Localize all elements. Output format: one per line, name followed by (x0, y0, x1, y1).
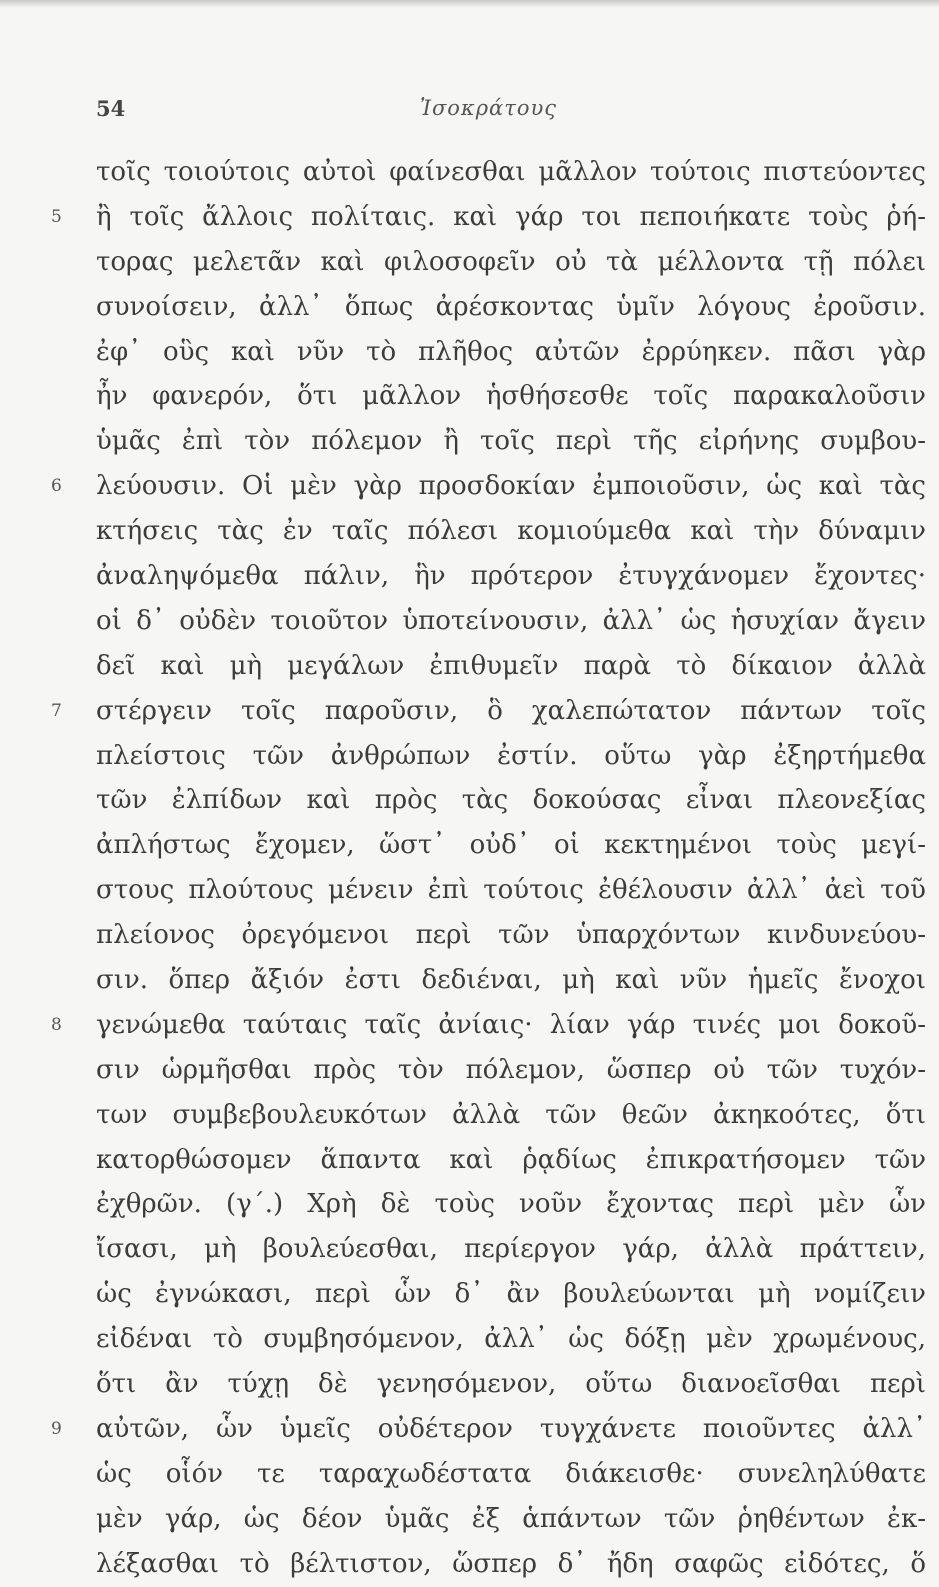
text-line (96, 868, 926, 913)
line-text: στέργειν τοῖς παροῦσιν, ὃ χαλεπώτατον πάντων τοῖς (96, 695, 926, 726)
text-line (96, 1317, 926, 1362)
text-line (51, 1407, 926, 1452)
line-text: κατορθώσομεν ἅπαντα καὶ ῥᾳδίως ἐπικρατήσομεν τῶν (96, 1144, 926, 1175)
text-line (51, 195, 926, 240)
line-text: των συμβεβουλευκότων ἀλλὰ τῶν θεῶν ἀκηκοότες, ὅτι (96, 1099, 926, 1130)
text-line (96, 509, 926, 554)
line-text: πλείονος ὀρεγόμενοι περὶ τῶν ὑπαρχόντων κινδυνεύου- (96, 920, 926, 951)
text-block (51, 150, 926, 1587)
line-text: λέξασθαι τὸ βέλτιστον, ὥσπερ δ᾽ ἤδη σαφῶς εἰδότες, ὅ (96, 1548, 926, 1579)
line-text: ἢ τοῖς ἄλλοις πολίταις. καὶ γάρ τοι πεποιήκατε τοὺς ῥή- (96, 201, 926, 232)
line-text: στους πλούτους μένειν ἐπὶ τούτοις ἐθέλουσιν ἀλλ᾽ ἀεὶ τοῦ (96, 875, 926, 906)
text-line (96, 958, 926, 1003)
line-text: ὑμᾶς ἐπὶ τὸν πόλεμον ἢ τοῖς περὶ τῆς εἰρήνης συμβου- (96, 426, 926, 457)
text-line (96, 150, 926, 195)
text-line (96, 1182, 926, 1227)
text-line (96, 419, 926, 464)
line-text: ὡς οἷόν τε ταραχωδέστατα διάκεισθε· συνεληλύθατε (96, 1458, 926, 1489)
line-text: ὡς ἐγνώκασι, περὶ ὧν δ᾽ ἂν βουλεύωνται μὴ νομίζειν (96, 1279, 926, 1310)
section-number: 7 (51, 700, 62, 721)
text-line (96, 374, 926, 419)
page-edge (0, 0, 939, 8)
text-line (96, 240, 926, 285)
text-line (96, 778, 926, 823)
text-line (96, 734, 926, 779)
line-text: σιν ὡρμῆσθαι πρὸς τὸν πόλεμον, ὥσπερ οὐ τῶν τυχόν- (96, 1054, 926, 1085)
line-text: ἀναληψόμεθα πάλιν, ἣν πρότερον ἐτυγχάνομεν ἔχοντες· (96, 561, 926, 592)
text-line (96, 330, 926, 375)
line-text: οἱ δ᾽ οὐδὲν τοιοῦτον ὑποτείνουσιν, ἀλλ᾽ ὡς ἡσυχίαν ἄγειν (96, 605, 926, 636)
text-line (96, 913, 926, 958)
text-line (96, 1272, 926, 1317)
page-number: 54 (96, 96, 126, 121)
section-number: 5 (51, 206, 62, 227)
text-line (51, 1003, 926, 1048)
text-line (96, 1542, 926, 1587)
text-line (96, 1362, 926, 1407)
line-text: τῶν ἐλπίδων καὶ πρὸς τὰς δοκούσας εἶναι πλεονεξίας (96, 785, 926, 816)
line-text: συνοίσειν, ἀλλ᾽ ὅπως ἀρέσκοντας ὑμῖν λόγους ἐροῦσιν. (96, 291, 926, 322)
line-text: τορας μελετᾶν καὶ φιλοσοφεῖν οὐ τὰ μέλλοντα τῇ πόλει (96, 246, 926, 277)
running-title: Ἰσοκράτους (420, 96, 558, 120)
line-text: πλείστοις τῶν ἀνθρώπων ἐστίν. οὕτω γὰρ ἐξηρτήμεθα (96, 740, 926, 771)
section-number: 6 (51, 476, 62, 497)
line-text: λεύουσιν. Οἱ μὲν γὰρ προσδοκίαν ἐμποιοῦσιν, ὡς καὶ τὰς (96, 471, 926, 502)
text-line (96, 1227, 926, 1272)
line-text: ὅτι ἂν τύχῃ δὲ γενησόμενον, οὕτω διανοεῖσθαι περὶ (96, 1369, 926, 1400)
text-line (96, 1452, 926, 1497)
line-text: δεῖ καὶ μὴ μεγάλων ἐπιθυμεῖν παρὰ τὸ δίκαιον ἀλλὰ (96, 650, 926, 681)
section-number: 9 (51, 1418, 62, 1439)
text-line (96, 1048, 926, 1093)
text-line (96, 285, 926, 330)
text-line (96, 1138, 926, 1183)
line-text: ἐφ᾽ οὓς καὶ νῦν τὸ πλῆθος αὐτῶν ἐρρύηκεν. πᾶσι γὰρ (96, 336, 926, 367)
text-line (96, 1093, 926, 1138)
line-text: αὐτῶν, ὧν ὑμεῖς οὐδέτερον τυγχάνετε ποιοῦντες ἀλλ᾽ (96, 1413, 926, 1444)
section-number: 8 (51, 1014, 62, 1035)
line-text: μὲν γάρ, ὡς δέον ὑμᾶς ἐξ ἁπάντων τῶν ῥηθέντων ἐκ- (96, 1503, 926, 1534)
line-text: ἦν φανερόν, ὅτι μᾶλλον ἡσθήσεσθε τοῖς παρακαλοῦσιν (96, 381, 926, 412)
text-line (96, 554, 926, 599)
text-line (51, 464, 926, 509)
line-text: εἰδέναι τὸ συμβησόμενον, ἀλλ᾽ ὡς δόξῃ μὲν χρωμένους, (96, 1324, 926, 1355)
text-line (96, 644, 926, 689)
text-line (96, 599, 926, 644)
line-text: ἴσασι, μὴ βουλεύεσθαι, περίεργον γάρ, ἀλλὰ πράττειν, (96, 1234, 926, 1265)
line-text: ἀπλήστως ἔχομεν, ὥστ᾽ οὐδ᾽ οἱ κεκτημένοι τοὺς μεγί- (96, 830, 926, 861)
line-text: σιν. ὅπερ ἄξιόν ἐστι δεδιέναι, μὴ καὶ νῦν ἡμεῖς ἔνοχοι (96, 965, 926, 996)
line-text: γενώμεθα ταύταις ταῖς ἀνίαις· λίαν γάρ τινές μοι δοκοῦ- (96, 1009, 926, 1040)
line-text: κτήσεις τὰς ἐν ταῖς πόλεσι κομιούμεθα καὶ τὴν δύναμιν (96, 516, 926, 547)
line-text: ἐχθρῶν. (γ΄.) Χρὴ δὲ τοὺς νοῦν ἔχοντας περὶ μὲν ὧν (96, 1189, 926, 1220)
text-line (96, 823, 926, 868)
text-line (51, 689, 926, 734)
line-text: τοῖς τοιούτοις αὐτοὶ φαίνεσθαι μᾶλλον τούτοις πιστεύοντες (96, 157, 926, 187)
text-line (96, 1497, 926, 1542)
